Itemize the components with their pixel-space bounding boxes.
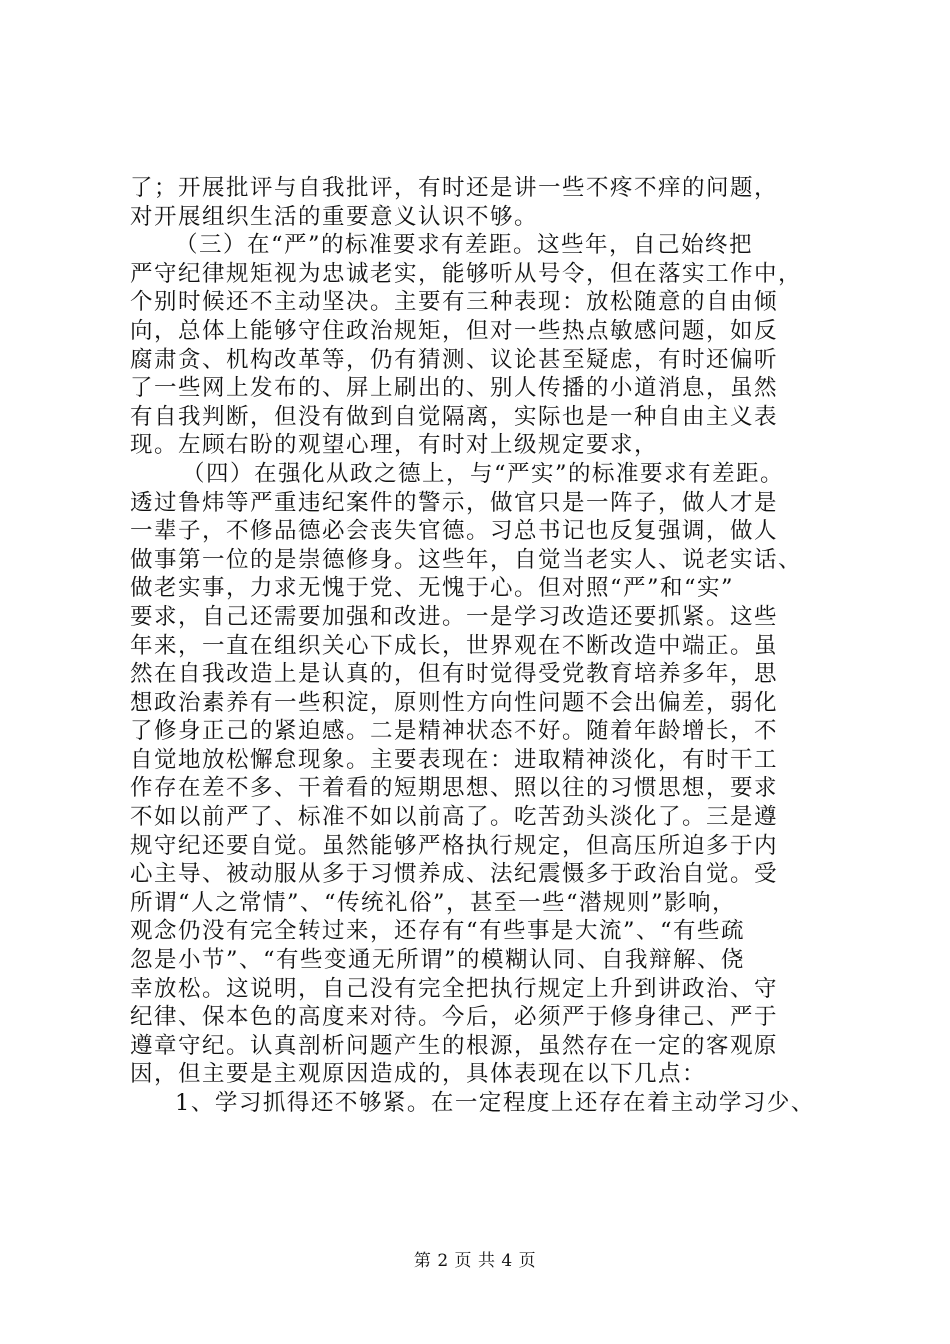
text-line: 有自我判断，但没有做到自觉隔离，实际也是一种自由主义表 xyxy=(130,403,779,430)
text-line: 心主导、被动服从多于习惯养成、法纪震慑多于政治自觉。受 xyxy=(130,861,779,888)
text-line: 要求，自己还需要加强和改进。一是学习改造还要抓紧。这些 xyxy=(130,603,779,630)
text-line: 幸放松。这说明，自己没有完全把执行规定上升到讲政治、守 xyxy=(130,975,779,1002)
text-line: 所谓“人之常情”、“传统礼俗”，甚至一些“潜规则”影响， xyxy=(130,889,737,916)
text-line: 腐肃贪、机构改革等，仍有猜测、议论甚至疑虑，有时还偏听 xyxy=(130,346,779,373)
text-line: 纪律、保本色的高度来对待。今后，必须严于修身律己、严于 xyxy=(130,1004,779,1031)
text-line: 现。左顾右盼的观望心理，有时对上级规定要求， xyxy=(130,432,659,459)
text-line: 个别时候还不主动坚决。主要有三种表现：放松随意的自由倾 xyxy=(130,289,779,316)
text-line: 了；开展批评与自我批评，有时还是讲一些不疼不痒的问题， xyxy=(130,175,779,201)
text-line: 不如以前严了、标准不如以前高了。吃苦劲头淡化了。三是遵 xyxy=(130,804,779,831)
text-line: 做老实事，力求无愧于党、无愧于心。但对照“严”和“实” xyxy=(130,575,735,602)
text-line: 了修身正己的紧迫感。二是精神状态不好。随着年龄增长，不 xyxy=(130,718,779,745)
text-line: 想政治素养有一些积淀，原则性方向性问题不会出偏差，弱化 xyxy=(130,689,779,716)
section-heading-4: （四）在强化从政之德上，与“严实”的标准要求有差距。 xyxy=(182,460,785,487)
text-line: 忽是小节”、“有些变通无所谓”的模糊认同、自我辩解、侥 xyxy=(130,947,746,974)
list-item-1: 1、学习抓得还不够紧。在一定程度上还存在着主动学习少、 xyxy=(175,1090,815,1116)
text-line: 年来，一直在组织关心下成长，世界观在不断改造中端正。虽 xyxy=(130,632,779,659)
text-line: 规守纪还要自觉。虽然能够严格执行规定，但高压所迫多于内 xyxy=(130,832,779,859)
text-line: 向，总体上能够守住政治规矩，但对一些热点敏感问题，如反 xyxy=(130,317,779,344)
text-line: 作存在差不多、干着看的短期思想、照以往的习惯思想，要求 xyxy=(130,775,779,802)
text-line: 观念仍没有完全转过来，还存有“有些事是大流”、“有些疏 xyxy=(130,918,746,945)
text-line: 透过鲁炜等严重违纪案件的警示，做官只是一阵子，做人才是 xyxy=(130,489,779,516)
section-heading-3: （三）在“严”的标准要求有差距。这些年，自己始终把 xyxy=(175,232,754,259)
page-number-footer: 第 2 页 共 4 页 xyxy=(413,1251,537,1271)
text-line: 自觉地放松懈怠现象。主要表现在：进取精神淡化，有时干工 xyxy=(130,746,779,773)
text-line: 做事第一位的是崇德修身。这些年，自觉当老实人、说老实话、 xyxy=(130,546,803,573)
text-line: 对开展组织生活的重要意义认识不够。 xyxy=(130,203,539,230)
text-line: 因，但主要是主观原因造成的，具体表现在以下几点： xyxy=(130,1061,707,1088)
text-line: 然在自我改造上是认真的，但有时觉得受党教育培养多年，思 xyxy=(130,661,779,688)
text-line: 遵章守纪。认真剖析问题产生的根源，虽然存在一定的客观原 xyxy=(130,1032,779,1059)
text-line: 严守纪律规矩视为忠诚老实，能够听从号令，但在落实工作中， xyxy=(130,260,803,287)
text-line: 一辈子，不修品德必会丧失官德。习总书记也反复强调，做人 xyxy=(130,518,779,545)
body-text xyxy=(130,174,840,1118)
text-line: 了一些网上发布的、屏上刷出的、别人传播的小道消息，虽然 xyxy=(130,375,779,402)
